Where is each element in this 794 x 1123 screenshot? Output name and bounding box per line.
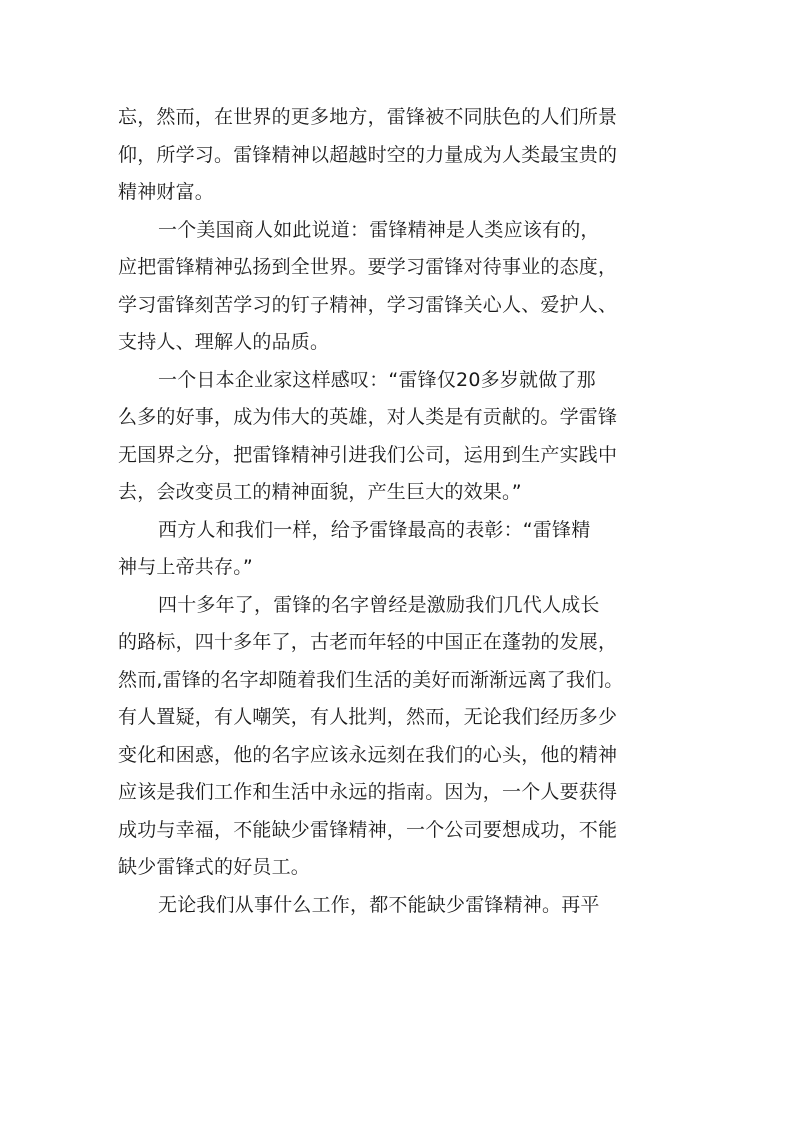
text-line: 有人置疑，有人嘲笑，有人批判，然而，无论我们经历多少 bbox=[118, 706, 618, 728]
text-line: 四十多年了，雷锋的名字曾经是激励我们几代人成长 bbox=[158, 593, 600, 616]
text-line: 西方人和我们一样，给予雷锋最高的表彰：“雷锋精 bbox=[158, 518, 591, 541]
text-line: 学习雷锋刻苦学习的钉子精神，学习雷锋关心人、爱护人、 bbox=[118, 293, 618, 316]
text-line: 缺少雷锋式的好员工。 bbox=[118, 856, 311, 878]
text-line: 应把雷锋精神弘扬到全世界。要学习雷锋对待事业的态度， bbox=[118, 256, 618, 278]
text-line: 无国界之分，把雷锋精神引进我们公司，运用到生产实践中 bbox=[118, 443, 618, 466]
text-line: 无论我们从事什么工作，都不能缺少雷锋精神。再平 bbox=[158, 893, 600, 916]
text-line: 应该是我们工作和生活中永远的指南。因为，一个人要获得 bbox=[118, 781, 618, 803]
text-line: 一个日本企业家这样感叹：“雷锋仅20多岁就做了那 bbox=[158, 368, 596, 391]
body-text bbox=[118, 99, 688, 924]
text-line: 去，会改变员工的精神面貌，产生巨大的效果。” bbox=[118, 481, 522, 503]
text-line: 忘，然而，在世界的更多地方，雷锋被不同肤色的人们所景 bbox=[118, 106, 618, 128]
text-line: 然而,雷锋的名字却随着我们生活的美好而渐渐远离了我们。 bbox=[118, 668, 624, 691]
text-line: 的路标，四十多年了，古老而年轻的中国正在蓬勃的发展， bbox=[118, 631, 618, 653]
text-line: 变化和困惑，他的名字应该永远刻在我们的心头，他的精神 bbox=[118, 743, 618, 766]
text-line: 成功与幸福，不能缺少雷锋精神，一个公司要想成功，不能 bbox=[118, 818, 618, 841]
text-line: 仰，所学习。雷锋精神以超越时空的力量成为人类最宝贵的 bbox=[118, 143, 618, 166]
text-line: 神与上帝共存。” bbox=[118, 556, 253, 578]
text-line: 支持人、理解人的品质。 bbox=[118, 331, 330, 353]
text-line: 精神财富。 bbox=[118, 181, 215, 203]
text-line: 么多的好事，成为伟大的英雄，对人类是有贡献的。学雷锋 bbox=[118, 406, 618, 428]
text-line: 一个美国商人如此说道：雷锋精神是人类应该有的， bbox=[158, 218, 600, 241]
